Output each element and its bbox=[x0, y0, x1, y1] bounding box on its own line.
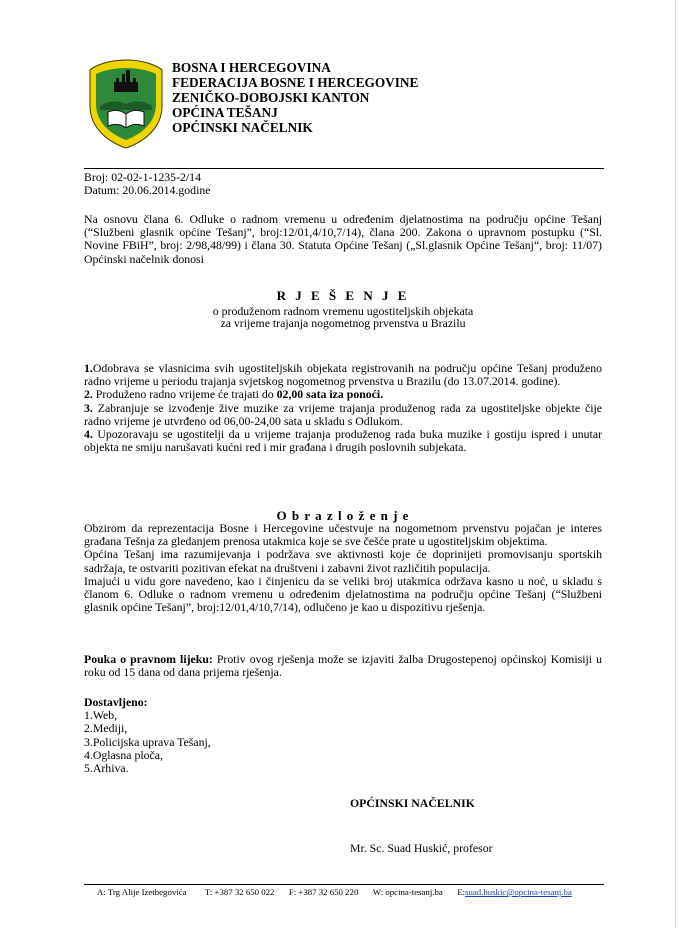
delivered-item: 5.Arhiva. bbox=[84, 761, 129, 776]
decision-item-3 bbox=[84, 402, 602, 428]
decision-subtitle-2: za vrijeme trajanja nogometnog prvenstva u Brazilu bbox=[220, 316, 466, 330]
intro-paragraph: Na osnovu člana 6. Odluke o radnom vremenu u određenim djelatnostima na području općine Tešanj (“Službeni glasnik općine Tešanj”, broj:12/01,4/10,7/14), člana 200. Zakona o upravnom postupku (“Sl. Novine FBiH”, broj: 2/98,48/99) i člana 30. Statuta Općine Tešanj („Sl.glasnik Općine Tešanj“, broj: 11/07) Općinski načelnik donosi bbox=[84, 212, 602, 266]
explanation-paragraph-2: Općina Tešanj ima razumijevanja i podržava sve aktivnosti koje će doprinijeti promovisanju sportskih sadržaja, te ostvariti pozitivan efekat na društveni i zabavni život različitih populacija. bbox=[84, 547, 602, 575]
footer-phone: T: +387 32 650 022 bbox=[204, 887, 275, 897]
delivered-item: 1.Web, bbox=[84, 708, 118, 723]
item-number: 3. bbox=[84, 400, 93, 415]
header-line-country: BOSNA I HERCEGOVINA bbox=[172, 60, 331, 75]
footer-address: A: Trg Alije Izetbegovića bbox=[97, 887, 187, 897]
item-text: Zabranjuje se izvođenje žive muzike za vrijeme trajanja produženog rada za ugostiteljske objekte čije radno vrijeme je utvrđeno od 06,00-24,00 sata u skladu s Odlukom. bbox=[84, 400, 602, 428]
footer-email-label: E: bbox=[457, 887, 466, 897]
delivered-item: 3.Policijska uprava Tešanj, bbox=[84, 734, 211, 749]
header-line-canton: ZENIČKO-DOBOJSKI KANTON bbox=[172, 90, 370, 105]
page-edge bbox=[675, 0, 676, 928]
signature-name: Mr. Sc. Suad Huskić, profesor bbox=[350, 841, 493, 855]
document-reference bbox=[84, 171, 602, 197]
header-divider bbox=[84, 168, 604, 169]
decision-subtitle-1: o produženom radnom vremenu ugostiteljskih objekata bbox=[212, 304, 474, 318]
delivered-to-label: Dostavljeno: bbox=[84, 695, 148, 709]
coat-of-arms-icon bbox=[88, 58, 164, 150]
institution-header bbox=[172, 60, 418, 135]
decision-item-1 bbox=[84, 362, 602, 388]
footer-web: W: opcina-tesanj.ba bbox=[372, 887, 443, 897]
item-number: 2. bbox=[84, 387, 93, 402]
header-line-office: OPĆINSKI NAČELNIK bbox=[172, 120, 313, 135]
document-date: Datum: 20.06.2014.godine bbox=[84, 183, 211, 198]
delivered-item: 2.Mediji, bbox=[84, 721, 128, 736]
item-text: Upozoravaju se ugostitelji da u vrijeme trajanja produženog rada buka muzike i gostiju ispred i unutar objekta ne smiju narušavati kućni red i mir građana i drugih poslovnih subjekata. bbox=[84, 427, 602, 455]
signature-title: OPĆINSKI NAČELNIK bbox=[350, 796, 475, 810]
delivered-to bbox=[84, 696, 602, 775]
document-number: Broj: 02-02-1-1235-2/14 bbox=[84, 170, 201, 184]
explanation-paragraph-3: Imajući u vidu gore navedeno, kao i činjenicu da se veliki broj utakmica održava kasno u noć, u skladu s članom 6. Odluke o radnom vremenu u određenim djelatnostima na području općine Tešanj (“Službeni glasnik općine Tešanj”, broj:12/01,4/10,7/14), odlučeno je kao u dispozitivu rješenja. bbox=[84, 573, 602, 615]
decision-items bbox=[84, 362, 602, 454]
footer-email-link[interactable]: suad.huskic@opcina-tesanj.ba bbox=[465, 887, 572, 897]
explanation-title: O b r a z l o ž e n j e bbox=[276, 508, 410, 523]
item-emphasis: 02,00 sata iza ponoći. bbox=[276, 387, 384, 402]
explanation-paragraph-1: Obzirom da reprezentacija Bosne i Hercegovine učestvuje na nogometnom prvenstvu pojačan je interes građana Tešnja za gledanjem prenosa utakmica koje se sve češće prate u ugostiteljskim objektima. bbox=[84, 521, 602, 549]
decision-item-4 bbox=[84, 428, 602, 454]
footer-contacts bbox=[97, 887, 572, 897]
delivered-item: 4.Oglasna ploča, bbox=[84, 747, 163, 762]
explanation-body bbox=[84, 522, 602, 614]
item-number: 4. bbox=[84, 427, 93, 442]
item-number: 1. bbox=[84, 361, 93, 375]
legal-remedy-label: Pouka o pravnom lijeku: bbox=[84, 652, 213, 666]
item-text: Odobrava se vlasnicima svih ugostiteljskih objekata registrovanih na području općine Tešanj produženo radno vrijeme u periodu trajanja svjetskog nogometnog prvenstva u Brazilu (do 13.07.2014. godine). bbox=[84, 361, 602, 389]
item-text: Produženo radno vrijeme će trajati do bbox=[92, 387, 277, 402]
header-line-municipality: OPĆINA TEŠANJ bbox=[172, 105, 278, 120]
legal-remedy bbox=[84, 653, 602, 679]
header-line-federation: FEDERACIJA BOSNE I HERCEGOVINE bbox=[172, 75, 419, 90]
legal-remedy-text: Protiv ovog rješenja može se izjaviti žalba Drugostepenoj općinskoj Komisiji u roku od 15 dana od dana prijema rješenja. bbox=[84, 652, 602, 680]
footer-divider bbox=[84, 884, 604, 885]
decision-title: R J E Š E N J E bbox=[276, 288, 410, 303]
footer-fax: F: +387 32 650 220 bbox=[288, 887, 359, 897]
